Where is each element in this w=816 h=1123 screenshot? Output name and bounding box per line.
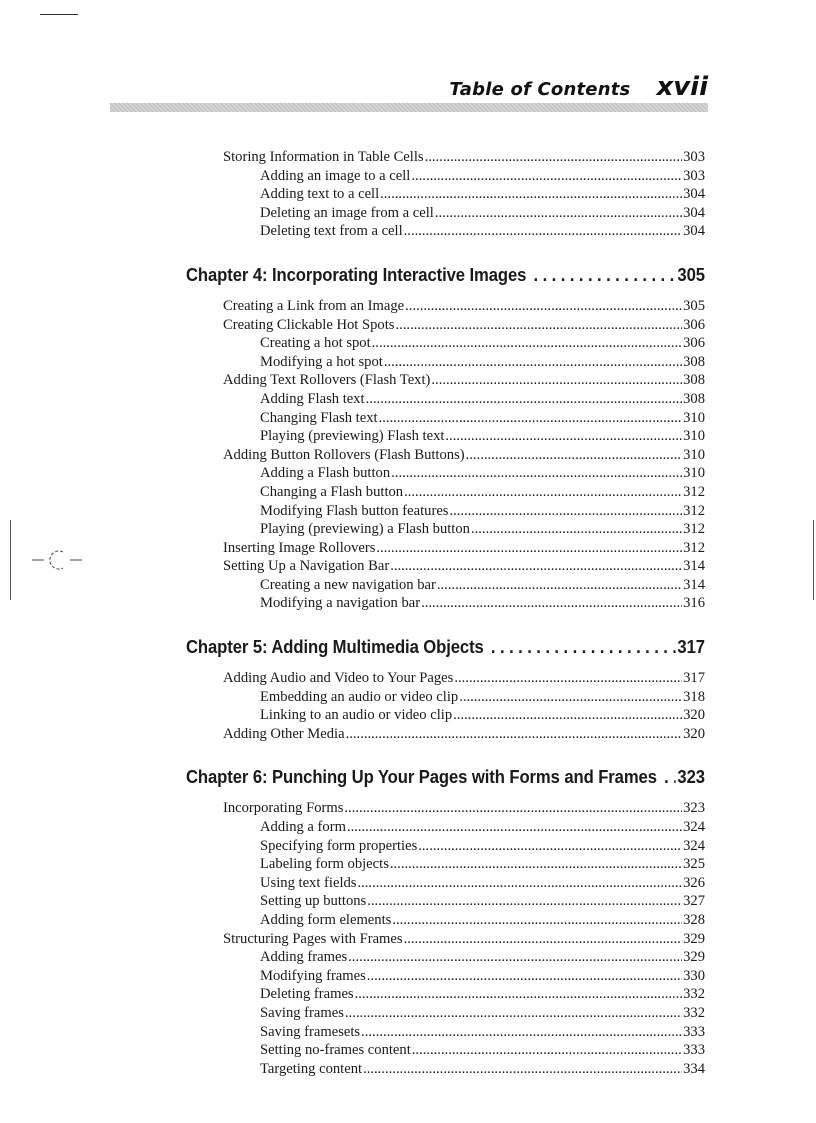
dot-leader	[453, 706, 682, 725]
toc-entry-title: Playing (previewing) a Flash button	[260, 521, 470, 538]
dot-leader	[366, 390, 683, 409]
scan-edge-left	[10, 520, 11, 600]
toc-entry-page-number: 308	[683, 372, 705, 389]
registration-mark-icon	[32, 545, 82, 575]
dot-leader	[346, 725, 683, 744]
toc-entry-title: Modifying a hot spot	[260, 353, 383, 370]
running-head-page-number: xvii	[656, 72, 708, 102]
toc-entry-title: Adding an image to a cell	[260, 167, 411, 184]
toc-entry-page-number: 329	[683, 930, 705, 947]
toc-entry-title: Changing Flash text	[260, 409, 378, 426]
toc-entry-title: Modifying frames	[260, 967, 366, 984]
toc-entry[interactable]	[186, 967, 705, 986]
toc-entry[interactable]	[186, 483, 705, 502]
toc-entry-page-number: 317	[683, 670, 705, 687]
dot-leader	[418, 837, 682, 856]
dot-leader	[459, 688, 682, 707]
toc-entry-page-number: 310	[683, 465, 705, 482]
toc-entry[interactable]	[186, 390, 705, 409]
dot-leader	[425, 148, 683, 167]
toc-entry-title: Storing Information in Table Cells	[223, 149, 424, 165]
running-head	[110, 72, 708, 102]
toc-entry-title: Creating a new navigation bar	[260, 576, 436, 593]
toc-entry-page-number: 320	[683, 725, 705, 742]
toc-entry[interactable]	[186, 892, 705, 911]
toc-entry-page-number: 303	[683, 167, 705, 184]
toc-entry-title: Embedding an audio or video clip	[260, 688, 459, 705]
dot-leader	[344, 799, 682, 818]
dot-leader	[404, 483, 682, 502]
toc-entry-page-number: 305	[683, 297, 705, 314]
toc-entry-title: Using text fields	[260, 874, 357, 891]
toc-entry-title: Incorporating Forms	[223, 800, 344, 817]
toc-entry-title: Inserting Image Rollovers	[223, 539, 376, 556]
toc-entry-page-number: 332	[683, 986, 705, 1003]
dot-leader	[421, 594, 682, 613]
toc-entry[interactable]	[186, 576, 705, 595]
dot-leader	[435, 204, 682, 223]
dot-leader	[357, 874, 682, 893]
dot-leader	[471, 520, 682, 539]
dot-leader	[379, 409, 683, 428]
toc-entry[interactable]	[186, 799, 705, 818]
header-rule	[110, 103, 708, 112]
toc-entry[interactable]	[186, 520, 705, 539]
toc-entry[interactable]	[186, 930, 705, 949]
dot-leader	[395, 316, 682, 335]
toc-entry-page-number: 310	[683, 428, 705, 445]
toc-entry-title: Adding Other Media	[223, 725, 345, 742]
toc-entry-title: Adding Button Rollovers (Flash Buttons)	[223, 446, 465, 463]
toc-entry[interactable]	[186, 1060, 705, 1079]
dot-leader	[380, 185, 682, 204]
toc-entry-title: Modifying Flash button features	[260, 502, 449, 519]
dot-leader	[361, 1023, 682, 1042]
toc-entry-title: Changing a Flash button	[260, 483, 404, 500]
toc-entry-page-number: 304	[683, 186, 705, 203]
toc-entry[interactable]	[186, 855, 705, 874]
toc-entry-page-number: 323	[683, 800, 705, 817]
toc-entry-page-number: 333	[683, 1042, 705, 1059]
toc-entry[interactable]	[186, 539, 705, 558]
toc-entry[interactable]	[186, 204, 705, 223]
crop-mark-top	[40, 14, 78, 15]
toc-entry[interactable]	[186, 725, 705, 744]
toc-entry-title: Adding Audio and Video to Your Pages	[223, 670, 454, 687]
dot-leader	[431, 371, 682, 390]
toc-entry-page-number: 312	[683, 521, 705, 538]
toc-entry[interactable]	[186, 688, 705, 707]
toc-entry-page-number: 332	[683, 1004, 705, 1021]
toc-entry-page-number: 323	[677, 766, 705, 788]
dot-leader	[404, 222, 682, 241]
toc-entry-title: Deleting frames	[260, 986, 354, 1003]
dot-leader	[345, 1004, 682, 1023]
toc-entry-page-number: 304	[683, 204, 705, 221]
dot-leader	[376, 539, 682, 558]
toc-entry-page-number: 327	[683, 893, 705, 910]
toc-entry-page-number: 312	[683, 502, 705, 519]
running-head-title: Table of Contents	[449, 79, 631, 100]
toc-entry-title: Chapter 6: Punching Up Your Pages with Forms and Frames	[186, 766, 657, 788]
toc-entry[interactable]	[186, 911, 705, 930]
dot-leader	[355, 985, 683, 1004]
toc-entry-page-number: 328	[683, 912, 705, 928]
toc-entry[interactable]	[186, 985, 705, 1004]
dot-leader	[392, 911, 682, 930]
toc-entry[interactable]	[186, 948, 705, 967]
toc-entry-title: Adding form elements	[260, 912, 392, 928]
toc-entry-title: Deleting text from a cell	[260, 223, 403, 240]
toc-entry-title: Adding Flash text	[260, 390, 365, 407]
toc-entry-page-number: 329	[683, 949, 705, 966]
toc-entry[interactable]	[186, 594, 705, 613]
toc-entry-title: Adding frames	[260, 949, 348, 966]
toc-entry-page-number: 330	[683, 967, 705, 984]
dot-leader	[347, 818, 682, 837]
toc-entry-page-number: 314	[683, 576, 705, 593]
toc-entry[interactable]	[186, 148, 705, 167]
toc-entry[interactable]	[186, 353, 705, 372]
dot-leader	[445, 427, 682, 446]
toc-entry-title: Setting no-frames content	[260, 1042, 411, 1059]
toc-entry-page-number: 303	[683, 149, 705, 165]
toc-entry-page-number: 334	[683, 1060, 705, 1077]
dot-leader	[412, 1041, 682, 1060]
toc-entry-page-number: 320	[683, 707, 705, 724]
dot-leader	[466, 446, 682, 465]
toc-entry-title: Saving frames	[260, 1004, 344, 1021]
toc-entry-title: Chapter 4: Incorporating Interactive Images	[186, 263, 527, 285]
dot-leader	[411, 167, 682, 186]
toc-entry[interactable]	[186, 446, 705, 465]
toc-entry-title: Saving framesets	[260, 1023, 361, 1040]
toc-entry[interactable]	[186, 557, 705, 576]
toc-entry[interactable]	[186, 167, 705, 186]
toc-entry-title: Deleting an image from a cell	[260, 204, 434, 221]
toc-entry-title: Creating a Link from an Image	[223, 297, 405, 314]
toc-entry-page-number: 316	[683, 595, 705, 612]
toc-entry-title: Modifying a navigation bar	[260, 595, 421, 612]
toc-entry[interactable]	[186, 706, 705, 725]
toc-entry[interactable]	[186, 669, 705, 688]
toc-entry-page-number: 306	[683, 335, 705, 352]
toc-entry-page-number: 306	[683, 316, 705, 333]
toc-entry[interactable]	[186, 316, 705, 335]
toc-entry-title: Linking to an audio or video clip	[260, 707, 453, 724]
toc-chapter-heading[interactable]	[186, 635, 705, 659]
toc-entry-title: Adding text to a cell	[260, 186, 380, 203]
dot-leader	[391, 464, 682, 483]
toc-entry-page-number: 312	[683, 483, 705, 500]
toc-entry-page-number: 304	[683, 223, 705, 240]
toc-entry-title: Playing (previewing) Flash text	[260, 428, 445, 445]
dot-leader	[363, 1060, 682, 1079]
toc-entry[interactable]	[186, 837, 705, 856]
toc-entry-page-number: 308	[683, 353, 705, 370]
dot-leader	[367, 892, 682, 911]
dot-leader	[405, 297, 682, 316]
dot-leader	[390, 557, 682, 576]
dot-leader	[449, 502, 682, 521]
dot-leader	[437, 576, 682, 595]
toc-entry-title: Structuring Pages with Frames	[223, 930, 403, 947]
toc-entry-title: Chapter 5: Adding Multimedia Objects	[186, 636, 484, 658]
toc-entry-title: Specifying form properties	[260, 837, 418, 854]
toc-entry-title: Creating a hot spot	[260, 335, 371, 352]
dot-leader	[491, 635, 676, 659]
dot-leader	[348, 948, 682, 967]
toc-entry-page-number: 333	[683, 1023, 705, 1040]
toc-chapter-heading[interactable]	[186, 765, 705, 789]
toc-entry-page-number: 310	[683, 446, 705, 463]
dot-leader	[454, 669, 682, 688]
toc-entry[interactable]	[186, 334, 705, 353]
toc-entry-page-number: 326	[683, 874, 705, 891]
dot-leader	[367, 967, 682, 986]
toc-entry[interactable]	[186, 1004, 705, 1023]
toc-entry[interactable]	[186, 818, 705, 837]
dot-leader	[390, 855, 682, 874]
toc-entry[interactable]	[186, 297, 705, 316]
toc-entry-page-number: 314	[683, 558, 705, 575]
toc-entry-title: Adding Text Rollovers (Flash Text)	[223, 372, 431, 389]
toc-entry[interactable]	[186, 185, 705, 204]
toc-entry[interactable]	[186, 464, 705, 483]
toc-chapter-heading[interactable]	[186, 263, 705, 287]
toc-entry[interactable]	[186, 874, 705, 893]
toc-entry-page-number: 324	[683, 819, 705, 836]
toc-entry-page-number: 325	[683, 856, 705, 873]
toc-entry-title: Setting up buttons	[260, 893, 367, 910]
toc-entry-page-number: 317	[677, 636, 705, 658]
toc-entry[interactable]	[186, 1041, 705, 1060]
toc-entry-page-number: 310	[683, 409, 705, 426]
toc-entry[interactable]	[186, 409, 705, 428]
toc-entry-title: Setting Up a Navigation Bar	[223, 558, 390, 575]
toc-entry-title: Targeting content	[260, 1060, 363, 1077]
dot-leader	[664, 765, 676, 789]
toc-entry-page-number: 324	[683, 837, 705, 854]
toc-entry-page-number: 318	[683, 688, 705, 705]
toc-entry-title: Adding a form	[260, 819, 346, 836]
table-of-contents	[186, 148, 705, 1078]
scan-edge-right	[813, 520, 814, 600]
toc-entry[interactable]	[186, 371, 705, 390]
toc-entry-page-number: 305	[677, 263, 705, 285]
dot-leader	[534, 263, 676, 287]
toc-entry[interactable]	[186, 1023, 705, 1042]
dot-leader	[384, 353, 682, 372]
dot-leader	[404, 930, 683, 949]
toc-entry-page-number: 312	[683, 539, 705, 556]
toc-entry-title: Creating Clickable Hot Spots	[223, 316, 395, 333]
toc-entry[interactable]	[186, 502, 705, 521]
toc-entry-title: Adding a Flash button	[260, 465, 391, 482]
toc-entry-page-number: 308	[683, 390, 705, 407]
toc-entry-title: Labeling form objects	[260, 856, 389, 873]
dot-leader	[372, 334, 682, 353]
toc-entry[interactable]	[186, 427, 705, 446]
toc-entry[interactable]	[186, 222, 705, 241]
